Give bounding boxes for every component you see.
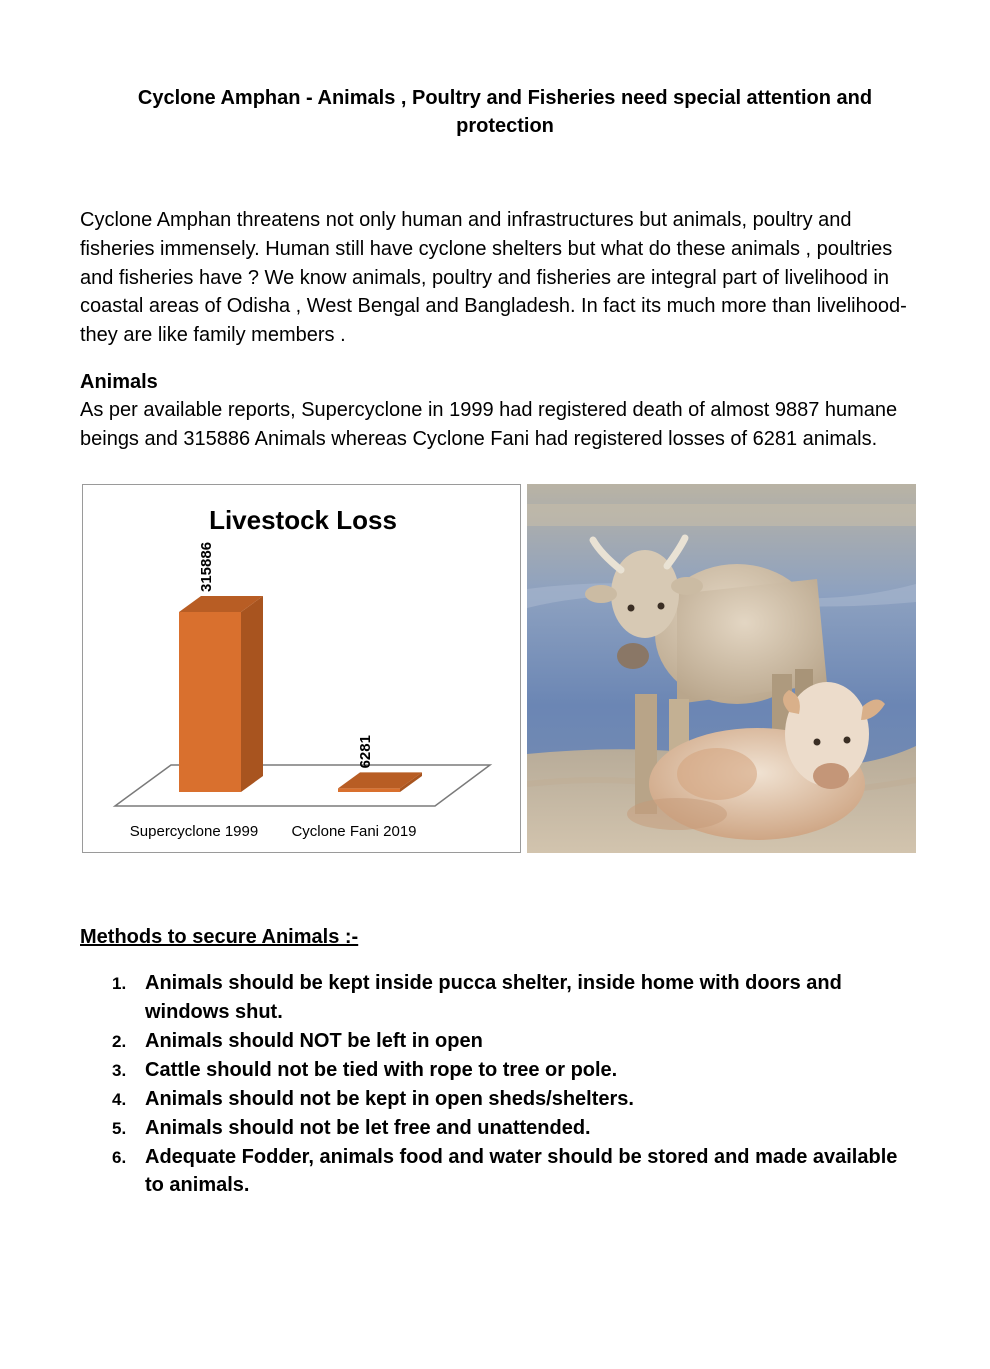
chart-floor bbox=[115, 765, 490, 806]
list-item bbox=[80, 1143, 920, 1200]
list-number: 4. bbox=[112, 1089, 127, 1109]
list-text: Animals should not be kept in open sheds/shelters. bbox=[145, 1087, 634, 1110]
list-number: 2. bbox=[112, 1031, 127, 1051]
bar-1 bbox=[338, 788, 400, 792]
cattle-photo bbox=[527, 484, 916, 853]
x-tick-1: Cyclone Fani 2019 bbox=[291, 823, 417, 840]
list-text: Animals should be kept inside pucca shelter, inside home with doors and windows shut. bbox=[145, 972, 842, 1023]
intro-paragraph: Cyclone Amphan threatens not only human and infrastructures but animals, poultry and fisheries immensely. Human still have cyclone shelters but what do these animals , poultries and fisheries have ? We know animals, poultry and fisheries are integral part of livelihood in coastal areas of Odisha , West Bengal and Bangladesh. In fact its much more than livelihood- they are like family members . bbox=[80, 209, 907, 347]
page-title: Cyclone Amphan - Animals , Poultry and Fisheries need special attention and protection bbox=[137, 87, 873, 137]
list-text: Adequate Fodder, animals food and water should be stored and made available to animals. bbox=[145, 1145, 898, 1196]
list-item bbox=[80, 1085, 920, 1114]
list-number: 5. bbox=[112, 1118, 127, 1138]
animals-heading: Animals bbox=[80, 371, 158, 393]
list-text: Cattle should not be tied with rope to tree or pole. bbox=[145, 1058, 618, 1081]
list-number: 1. bbox=[112, 974, 127, 993]
chart-title: Livestock Loss bbox=[209, 505, 397, 535]
list-number: 6. bbox=[112, 1147, 127, 1167]
list-text: Animals should NOT be left in open bbox=[145, 1029, 483, 1052]
animals-paragraph: As per available reports, Supercyclone in 1999 had registered death of almost 9887 humane beings and 315886 Animals whereas Cyclone Fani had registered losses of 6281 animals. bbox=[80, 399, 898, 450]
livestock-loss-chart bbox=[82, 484, 521, 853]
bar-label-0: 315886 bbox=[198, 541, 215, 592]
list-number: 3. bbox=[112, 1060, 127, 1080]
x-tick-0: Supercyclone 1999 bbox=[129, 823, 259, 840]
methods-list bbox=[80, 969, 920, 1200]
list-item bbox=[80, 1027, 920, 1056]
methods-heading: Methods to secure Animals :- bbox=[80, 926, 359, 948]
list-item bbox=[80, 1114, 920, 1143]
list-item bbox=[80, 1056, 920, 1085]
bar-side-0 bbox=[241, 596, 263, 792]
bar-label-1: 6281 bbox=[357, 735, 374, 769]
list-text: Animals should not be let free and unattended. bbox=[145, 1116, 591, 1139]
list-item bbox=[80, 969, 920, 1026]
bar-0 bbox=[179, 612, 241, 792]
